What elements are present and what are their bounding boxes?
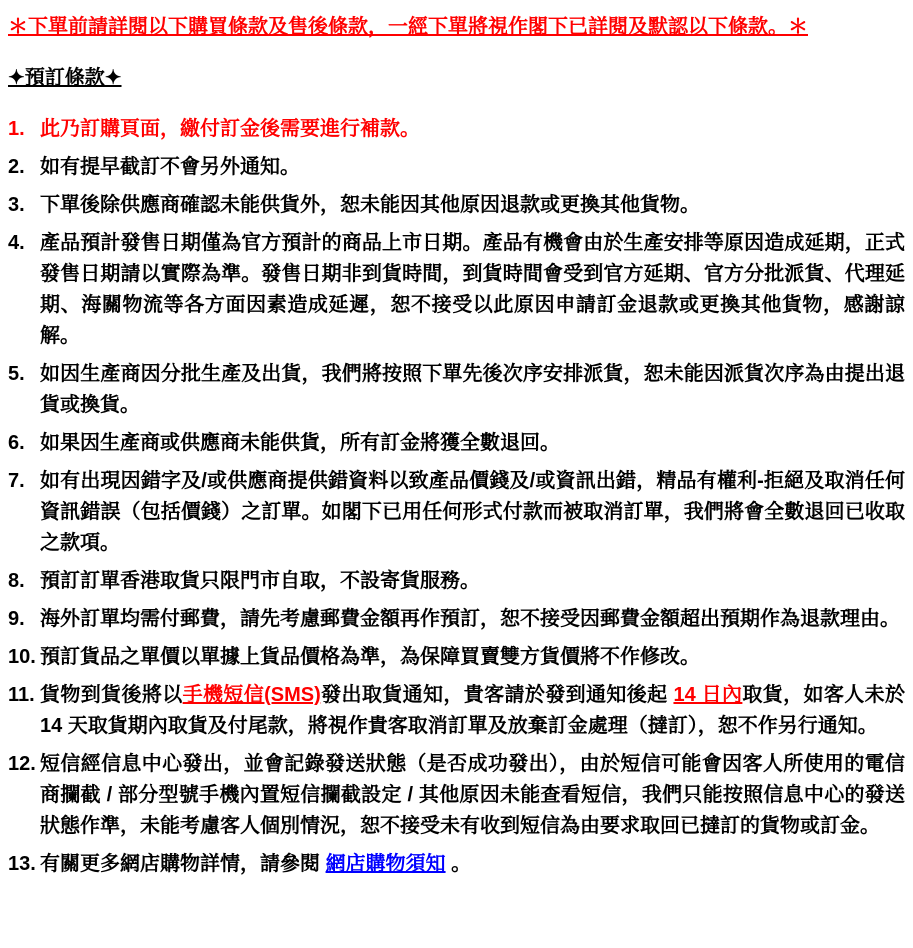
- term-text-run: 如果因生產商或供應商未能供貨，所有訂金將獲全數退回。: [40, 432, 560, 454]
- term-number: 13.: [8, 853, 36, 875]
- term-text-body: [40, 156, 300, 178]
- term-text-run: 預訂貨品之單價以單據上貨品價格為準，為保障買賣雙方貨價將不作修改。: [40, 646, 700, 668]
- terms-list: [8, 114, 905, 880]
- term-text-run: 產品預計發售日期僅為官方預計的商品上市日期。產品有機會由於生產安排等原因造成延期，正式發售日期請以實際為準。發售日期非到貨時間，到貨時間會受到官方延期、官方分批派貨、代理延期、海關物流等各方面因素造成延遲，恕不接受以此原因申請訂金退款或更換其他貨物，感謝諒解。: [40, 232, 905, 347]
- term-text-body: [40, 363, 905, 416]
- term-text-run: 海外訂單均需付郵費，請先考慮郵費金額再作預訂，恕不接受因郵費金額超出預期作為退款理由。: [40, 608, 900, 630]
- term-text-run: 發出取貨通知，貴客請於發到通知後起: [320, 684, 674, 706]
- term-text-body: [40, 753, 905, 837]
- preorder-terms-title: ✦預訂條款✦: [8, 67, 122, 89]
- term-number: 10.: [8, 646, 36, 668]
- term-text-body: [40, 608, 900, 630]
- term-item: [8, 190, 905, 221]
- term-number: 1.: [8, 118, 25, 140]
- term-text-body: [40, 470, 905, 554]
- purchase-notice-header: ＊下單前請詳閱以下購買條款及售後條款，一經下單將視作閣下已詳閱及默認以下條款。＊: [8, 16, 808, 38]
- term-item: [8, 359, 905, 421]
- term-text-body: [40, 684, 905, 737]
- term-number: 4.: [8, 232, 25, 254]
- term-text-body: [40, 853, 471, 875]
- term-item: [8, 642, 905, 673]
- term-item: [8, 680, 905, 742]
- term-text-run: 如有提早截訂不會另外通知。: [40, 156, 300, 178]
- term-text-run: 。: [445, 853, 472, 875]
- term-text-run: 手機短信(SMS): [182, 684, 321, 706]
- term-text-run: 此乃訂購頁面，繳付訂金後需要進行補款。: [40, 118, 420, 140]
- term-number: 7.: [8, 470, 25, 492]
- term-text-body: [40, 432, 560, 454]
- term-text-run: 貨物到貨後將以: [40, 684, 183, 706]
- term-text-run: 取貨，如客人未於 14 天取貨期內取貨及付尾款，將視作貴客取消訂單及放棄訂金處理（撻訂），恕不作另行通知。: [40, 684, 906, 737]
- store-shopping-guide-link[interactable]: 網店購物須知: [325, 853, 446, 875]
- term-text-run: 14 日內: [673, 684, 743, 706]
- term-number: 3.: [8, 194, 25, 216]
- term-item: [8, 466, 905, 559]
- term-number: 11.: [8, 684, 35, 706]
- term-text-run: 預訂訂單香港取貨只限門市自取，不設寄貨服務。: [40, 570, 480, 592]
- term-text-body: [40, 646, 700, 668]
- term-number: 9.: [8, 608, 25, 630]
- term-item: [8, 604, 905, 635]
- term-item: [8, 152, 905, 183]
- term-item: [8, 428, 905, 459]
- term-text-body: [40, 570, 480, 592]
- term-text-body: [40, 232, 905, 347]
- term-text-run: 短信經信息中心發出，並會記錄發送狀態（是否成功發出），由於短信可能會因客人所使用的電信商攔截 / 部分型號手機內置短信攔截設定 / 其他原因未能查看短信，我們只能按照信息中心的發送狀態作準，未能考慮客人個別情況，恕不接受未有收到短信為由要求取回已撻訂的貨物或訂金。: [40, 753, 905, 837]
- term-text-run: 下單後除供應商確認未能供貨外，恕未能因其他原因退款或更換其他貨物。: [40, 194, 700, 216]
- term-item: [8, 228, 905, 352]
- term-number: 8.: [8, 570, 25, 592]
- term-number: 5.: [8, 363, 25, 385]
- term-text-body: [40, 118, 420, 140]
- term-number: 6.: [8, 432, 25, 454]
- term-item: [8, 566, 905, 597]
- term-item: [8, 849, 905, 880]
- term-number: 2.: [8, 156, 25, 178]
- term-text-run: 如因生產商因分批生產及出貨，我們將按照下單先後次序安排派貨，恕未能因派貨次序為由提出退貨或換貨。: [40, 363, 905, 416]
- term-text-run: 有關更多網店購物詳情，請參閱: [40, 853, 326, 875]
- term-text-run: 如有出現因錯字及/或供應商提供錯資料以致產品價錢及/或資訊出錯，精品有權利-拒絕及取消任何資訊錯誤（包括價錢）之訂單。如閣下已用任何形式付款而被取消訂單，我們將會全數退回已收取之款項。: [40, 470, 905, 554]
- term-item: [8, 749, 905, 842]
- term-text-body: [40, 194, 700, 216]
- term-number: 12.: [8, 753, 36, 775]
- term-item: [8, 114, 905, 145]
